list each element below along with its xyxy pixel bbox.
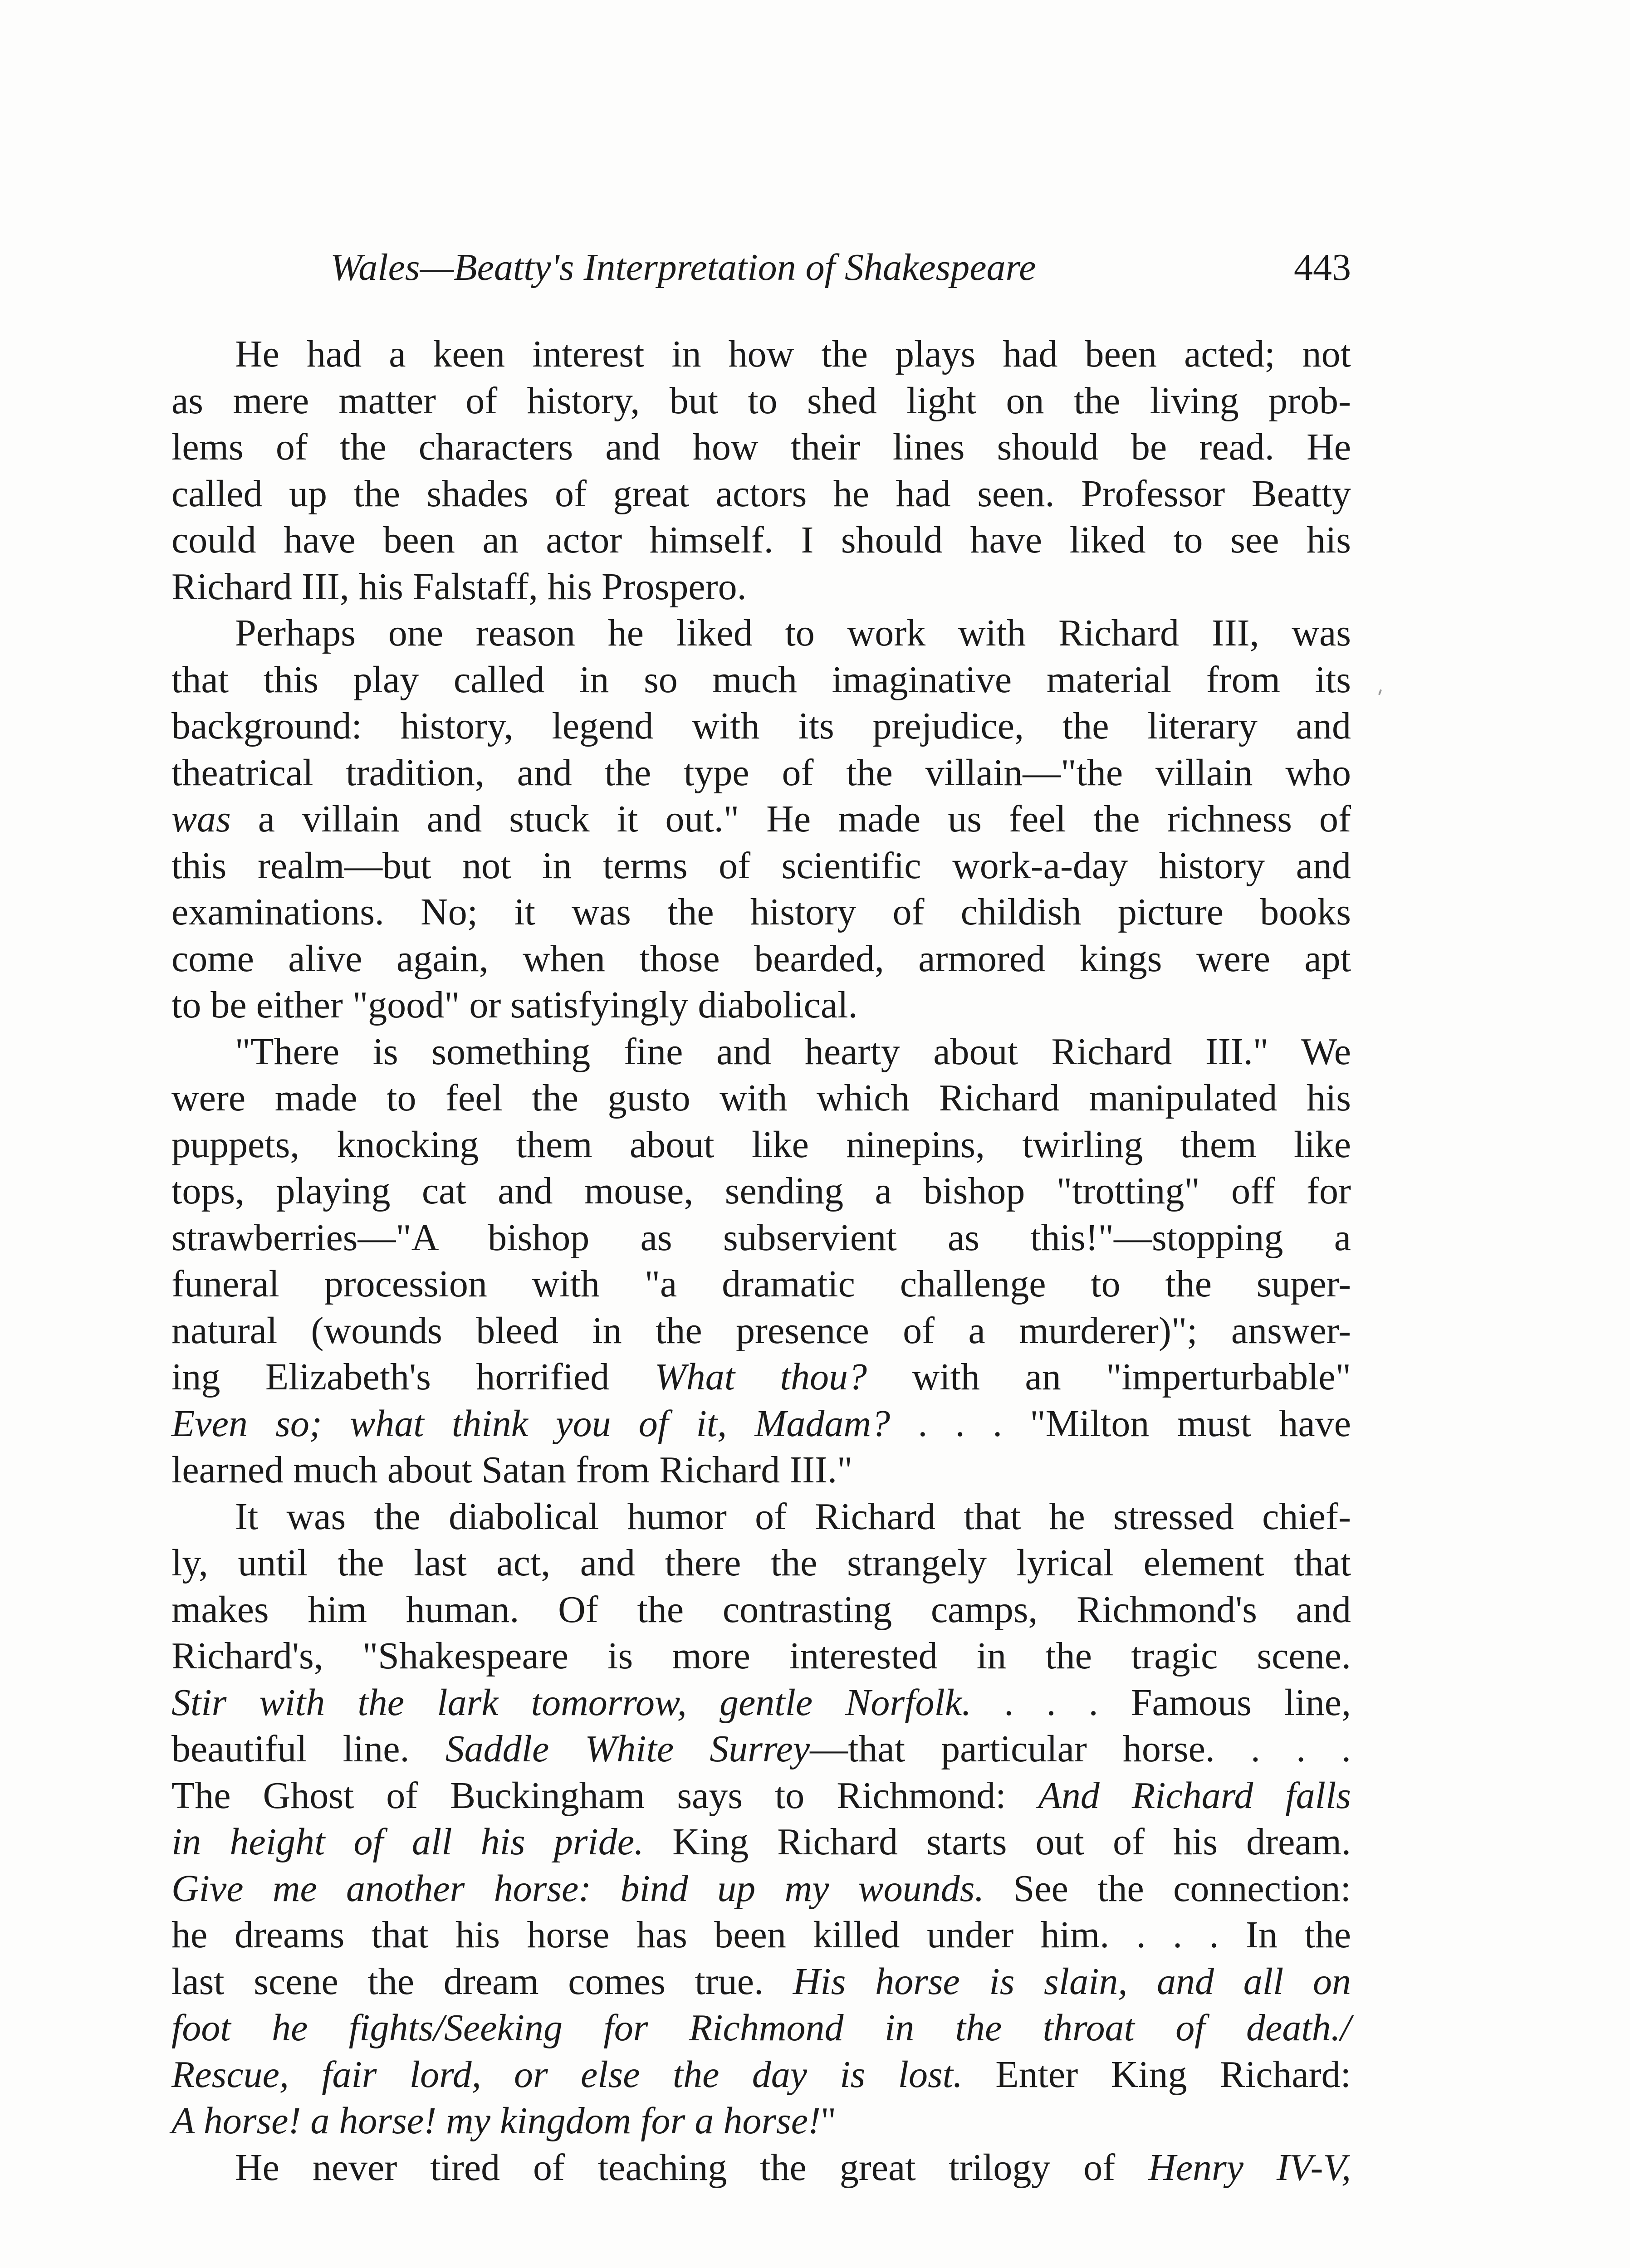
text-line [171,1773,1351,1819]
italic-text: Give me another horse: bind up my wounds. [171,1867,984,1910]
text-line [171,1075,1351,1122]
text-segment: Richard's, "Shakespeare is more interested in the tragic scene. [171,1635,1351,1677]
text-segment: strawberries—"A bishop as subservient as this!"—stopping a [171,1216,1351,1259]
text-segment: King Richard starts out of his dream. [644,1821,1351,1863]
text-line [171,657,1351,704]
text-segment: —that particular horse. . . . [810,1728,1351,1770]
page-number: 443 [1294,246,1351,288]
text-segment: learned much about Satan from Richard III." [171,1449,853,1491]
text-segment: puppets, knocking them about like ninepins, twirling them like [171,1123,1351,1166]
text-segment: tops, playing cat and mouse, sending a bishop "trotting" off for [171,1170,1351,1212]
text-segment: could have been an actor himself. I should have liked to see his [171,519,1351,561]
italic-text: A horse! a horse! my kingdom for a horse! [171,2100,821,2142]
italic-text: And Richard falls [1038,1774,1351,1817]
text-line [171,1401,1351,1447]
text-segment: background: history, legend with its prejudice, the literary and [171,705,1351,747]
text-segment: ly, until the last act, and there the strangely lyrical element that [171,1542,1351,1584]
text-line [171,982,1351,1029]
text-line [171,331,1351,378]
text-segment: beautiful line. [171,1728,445,1770]
text-line [171,1308,1351,1354]
text-line [171,2005,1351,2052]
text-segment: examinations. No; it was the history of childish picture books [171,891,1351,933]
text-line [171,2145,1351,2191]
text-line [171,378,1351,425]
text-segment: . . . "Milton must have [890,1402,1351,1445]
italic-text: Even so; what think you of it, Madam? [171,1402,891,1445]
text-line [171,703,1351,750]
text-line [171,796,1351,843]
text-segment: "There is something fine and hearty about Richard III." We [235,1030,1351,1073]
text-segment: " [820,2100,837,2142]
text-line [171,1633,1351,1680]
text-segment: He had a keen interest in how the plays had been acted; not [235,333,1351,375]
running-head: Wales—Beatty's Interpretation of Shakespeare [330,246,1036,288]
italic-text: What thou? [654,1356,867,1398]
text-segment: theatrical tradition, and the type of the villain—"the villain who [171,751,1351,794]
text-line [171,1726,1351,1773]
text-segment: were made to feel the gusto with which Richard manipulated his [171,1077,1351,1119]
text-line [171,1959,1351,2005]
text-line [171,1494,1351,1540]
text-segment: with an "imperturbable" [867,1356,1351,1398]
italic-text: Henry IV-V, [1148,2146,1351,2189]
text-line [171,471,1351,518]
text-line [171,2052,1351,2098]
text-segment: Enter King Richard: [962,2053,1351,2096]
text-segment: lems of the characters and how their lines should be read. He [171,426,1351,468]
italic-text: Stir with the lark tomorrow, gentle Norfolk. [171,1681,972,1724]
text-segment: The Ghost of Buckingham says to Richmond: [171,1774,1038,1817]
text-segment: It was the diabolical humor of Richard that he stressed chief- [235,1495,1351,1538]
italic-text: in height of all his pride. [171,1821,644,1863]
text-segment: Richard III, his Falstaff, his Prospero. [171,565,747,608]
text-line [171,564,1351,611]
text-segment: this realm—but not in terms of scientific work-a-day history and [171,844,1351,887]
text-segment: as mere matter of history, but to shed light on the living prob- [171,379,1351,422]
text-segment: he dreams that his horse has been killed under him. . . . In the [171,1914,1351,1956]
text-segment: makes him human. Of the contrasting camps, Richmond's and [171,1588,1351,1631]
text-line [171,1261,1351,1308]
text-line [171,750,1351,797]
text-segment: come alive again, when those bearded, armored kings were apt [171,937,1351,980]
text-segment: a villain and stuck it out." He made us feel the richness of [230,798,1351,840]
text-line [171,610,1351,657]
text-line [171,424,1351,471]
text-line [171,1866,1351,1912]
text-segment: last scene the dream comes true. [171,1960,793,2003]
text-line [171,1447,1351,1494]
text-line [171,1122,1351,1168]
text-segment: . . . Famous line, [971,1681,1351,1724]
text-segment: funeral procession with "a dramatic challenge to the super- [171,1263,1351,1305]
text-line [171,1540,1351,1587]
italic-text: Rescue, fair lord, or else the day is lost. [171,2053,963,2096]
text-segment: See the connection: [984,1867,1351,1910]
text-line [171,1029,1351,1075]
text-segment: natural (wounds bleed in the presence of a murderer)"; answer- [171,1309,1351,1352]
text-line [171,1168,1351,1215]
text-line [171,517,1351,564]
text-line [171,1354,1351,1401]
italic-text: foot he fights/Seeking for Richmond in the throat of death./ [171,2007,1351,2049]
text-line [171,843,1351,890]
text-line [171,1680,1351,1726]
text-line [171,1819,1351,1866]
text-line [171,936,1351,982]
text-segment: Perhaps one reason he liked to work with Richard III, was [235,612,1351,654]
text-line [171,1587,1351,1633]
italic-text: His horse is slain, and all on [793,1960,1351,2003]
italic-text: Saddle White Surrey [445,1728,810,1770]
text-segment: that this play called in so much imaginative material from its [171,658,1351,701]
body-text [171,331,1351,2191]
text-segment: ing Elizabeth's horrified [171,1356,655,1398]
margin-speck [1378,689,1382,695]
text-line [171,2098,1351,2145]
text-line [171,1215,1351,1261]
text-segment: He never tired of teaching the great trilogy of [235,2146,1149,2189]
text-segment: called up the shades of great actors he had seen. Professor Beatty [171,472,1351,515]
text-line [171,1912,1351,1959]
text-segment: to be either "good" or satisfyingly diabolical. [171,984,858,1026]
italic-text: was [171,798,231,840]
text-line [171,889,1351,936]
page-header [171,236,1351,299]
